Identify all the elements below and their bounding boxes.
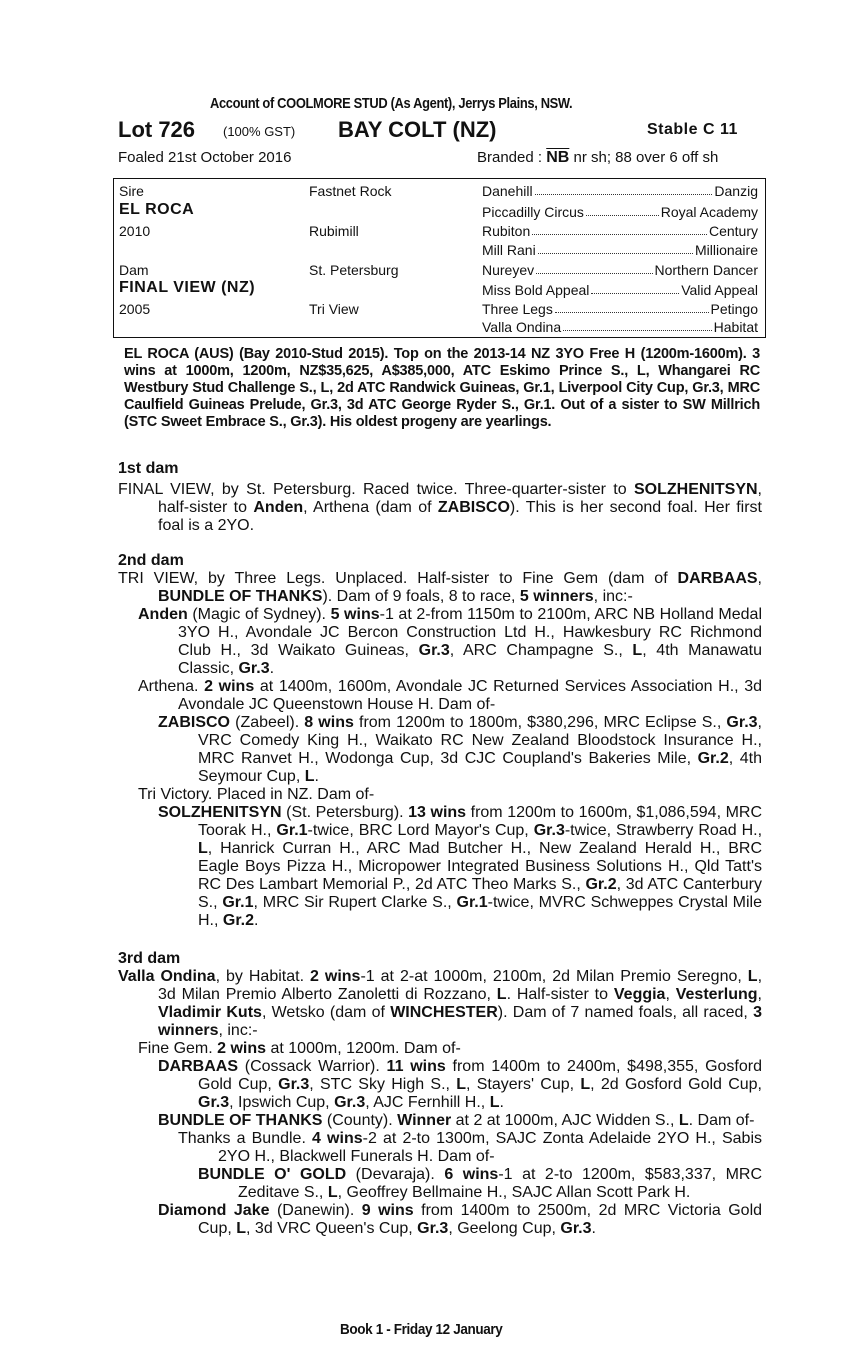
lot-number: Lot 726 [118,117,196,142]
text: at 2 at 1000m, AJC Widden S., [451,1112,679,1129]
dam-year: 2005 [119,301,151,317]
text: , VRC Comedy King H., Waikato RC New Zealand Bloodstock Insurance H., MRC Ranvet H., Wodonga Cup, 3d CJC Coupland's Bakeries Mile, [198,714,762,767]
grade: Gr.2 [222,912,255,929]
bundle-of-thanks-entry [118,1112,762,1130]
listed: L [304,768,315,785]
text: . [314,768,319,785]
listed: L [236,1220,247,1237]
pedigree-gen3-row [482,183,758,199]
text: -1 at 2-to 1200m, $583,337, MRC Zeditave S., [238,1166,763,1201]
text: -twice, BRC Lord Mayor's Cup, [307,822,534,839]
horse-name: Vesterlung [675,986,758,1003]
grade: Gr.1 [222,894,254,911]
grade: Gr.1 [456,894,488,911]
text: -twice, Strawberry Road H., [564,822,763,839]
sire-name: EL ROCA [119,201,195,218]
pedigree-gen3-right: Century [708,223,758,239]
horse-name: Veggia [613,986,666,1003]
pedigree-gen3-left: Danehill [482,183,533,199]
horse-name: SOLZHENITSYN [158,804,282,821]
wins: 4 wins [312,1130,363,1147]
pedigree-gen3-row [482,242,758,258]
pedigree-table [113,178,766,338]
text: , [757,570,762,587]
pedigree-gen3-right: Royal Academy [660,204,758,220]
grade: Gr.3 [238,660,270,677]
account-line: Account of COOLMORE STUD (As Agent), Jerrys Plains, NSW. [210,95,573,112]
text: from 1400m to 2500m, 2d MRC Victoria Gold Cup, [198,1202,763,1237]
text: . [591,1220,596,1237]
text: , Ipswich Cup, [229,1094,335,1111]
tri-victory-entry: Tri Victory. Placed in NZ. Dam of- [138,786,375,803]
text: Thanks a Bundle. [178,1130,313,1147]
text: , 4th Manawatu Classic, [178,642,762,677]
arthena-entry [118,678,762,714]
pedigree-gen3-left: Piccadilly Circus [482,204,584,220]
thanks-a-bundle-entry [118,1130,762,1166]
pedigree-gen3-row [482,301,758,317]
text: . Half-sister to [506,986,614,1003]
horse-name: ZABISCO [437,499,510,516]
horse-name: BUNDLE OF THANKS [158,1112,323,1129]
anden-entry [118,606,762,678]
granddam-sire: Rubimill [309,223,359,239]
wins: 2 wins [204,678,255,695]
text: , MRC Sir Rupert Clarke S., [253,894,457,911]
wins: 8 wins [304,714,354,731]
text: (Danewin). [269,1202,362,1219]
text: , Wetsko (dam of [261,1004,391,1021]
wins: 5 wins [330,606,380,623]
sire-year: 2010 [119,223,151,239]
listed: L [678,1112,689,1129]
text: from 1200m to 1800m, $380,296, MRC Eclipse S., [353,714,727,731]
winners-count: 5 winners [519,588,594,605]
text: , 3d ATC Canterbury S., [198,876,762,911]
horse-name: BUNDLE OF THANKS [158,588,323,605]
text: , 2d Gosford Gold Cup, [590,1076,762,1093]
horse-name: ZABISCO [158,714,230,731]
text: , 3d VRC Queen's Cup, [246,1220,418,1237]
grade: Gr.3 [533,822,565,839]
third-dam-section [118,968,762,1238]
horse-name: Valla Ondina [118,968,216,985]
zabisco-entry [118,714,762,786]
text: (Cossack Warrior). [238,1058,387,1075]
text: from 1400m to 2400m, $498,355, Gosford Gold Cup, [198,1058,762,1093]
second-dam-heading: 2nd dam [118,552,184,569]
text: , [665,986,676,1003]
text: from 1200m to 1600m, $1,086,594, MRC Toorak H., [198,804,762,839]
text: ). Dam of 9 foals, 8 to race, [322,588,520,605]
pedigree-gen3-left: Rubiton [482,223,531,239]
branded-line [477,149,718,167]
horse-name: Anden [253,499,304,516]
dam-name: FINAL VIEW (NZ) [119,279,256,296]
grade: Gr.3 [334,1094,366,1111]
horse-name: Diamond Jake [158,1202,270,1219]
wins: 2 wins [217,1040,267,1057]
sire-label: Sire [119,183,144,199]
text: FINAL VIEW, by St. Petersburg. Raced twice. Three-quarter-sister to [118,481,634,498]
pedigree-gen3-right: Northern Dancer [654,262,758,278]
grandsire-dam: St. Petersburg [309,262,399,278]
text: Fine Gem. [138,1040,218,1057]
text: ). This is her second foal. Her first foal is a 2YO. [158,499,762,534]
grade: Gr.3 [417,1220,449,1237]
grade: Gr.3 [560,1220,592,1237]
listed: L [489,1094,500,1111]
lot-title: BAY COLT (NZ) [338,117,497,142]
text: . Dam of- [688,1112,755,1129]
text: , half-sister to [158,481,762,516]
text: ). Dam of 7 named foals, all raced, [497,1004,754,1021]
winners-count: 3 winners [158,1004,763,1039]
text: , STC Sky High S., [309,1076,457,1093]
text: , 4th Seymour Cup, [198,750,762,785]
grade: Gr.2 [585,876,617,893]
text: -1 at 2-from 1150m to 2100m, ARC NB Holland Medal 3YO H., Avondale JC Bercon Construction Ltd H., Hawkesbury RC Richmond Club H., 3d Waikato Guineas, [178,606,763,659]
grade: Gr.2 [697,750,729,767]
pedigree-gen3-left: Mill Rani [482,242,536,258]
third-dam-heading: 3rd dam [118,950,181,967]
wins: 11 wins [386,1058,446,1075]
text: , 3d Milan Premio Alberto Zanoletti di Rozzano, [158,968,763,1003]
grade: Gr.3 [278,1076,310,1093]
horse-name: WINCHESTER [390,1004,498,1021]
tri-view-paragraph [118,570,762,606]
branded-label: Branded : [477,149,543,166]
listed: L [496,986,507,1003]
granddam-dam: Tri View [309,301,359,317]
text: , Stayers' Cup, [466,1076,581,1093]
listed: L [747,968,758,985]
text: (County). [322,1112,398,1129]
text: -2 at 2-to 1300m, SAJC Zonta Adelaide 2YO H., Sabis 2YO H., Blackwell Funerals H. Dam of- [218,1130,763,1165]
first-dam-paragraph [118,481,762,535]
grandsire-sire: Fastnet Rock [309,183,392,199]
wins: 9 wins [361,1202,414,1219]
sire-note: EL ROCA (AUS) (Bay 2010-Stud 2015). Top on the 2013-14 NZ 3YO Free H (1200m-1600m). 3 wins at 1000m, 1200m, NZ$35,625, A$385,000, ATC Eskimo Prince S., L, Whangarei RC Westbury Stud Challenge S., L, 2d ATC Randwick Guineas, Gr.1, Liverpool City Cup, Gr.3, MRC Caulfield Guineas Prelude, Gr.3, 3d ATC George Ryder S., Gr.1. Out of a sister to SW Millrich (STC Sweet Embrace S., Gr.3). His oldest progeny are yearlings. [124,346,760,430]
text: -twice, MVRC Schweppes Crystal Mile H., [198,894,762,929]
listed: L [198,840,208,857]
text: . [499,1094,504,1111]
pedigree-gen3-row [482,319,758,335]
diamond-jake-entry [118,1202,762,1238]
pedigree-gen3-left: Three Legs [482,301,553,317]
text: (Zabeel). [230,714,305,731]
pedigree-gen3-row [482,223,758,239]
wins: Winner [397,1112,452,1129]
listed: L [327,1184,338,1201]
pedigree-gen3-row [482,204,758,220]
horse-name: Anden [138,606,188,623]
text: , inc:- [593,588,633,605]
horse-name: SOLZHENITSYN [633,481,758,498]
text: (Devaraja). [346,1166,445,1183]
pedigree-gen3-right: Petingo [710,301,758,317]
text: Arthena. [138,678,205,695]
wins: 2 wins [310,968,361,985]
text: . [254,912,259,929]
pedigree-gen3-left: Miss Bold Appeal [482,282,590,298]
pedigree-gen3-right: Valid Appeal [681,282,758,298]
horse-name: DARBAAS [677,570,758,587]
text: at 1400m, 1600m, Avondale JC Returned Services Association H., 3d Avondale JC Queenstown House H. Dam of- [178,678,763,713]
pedigree-gen3-row [482,282,758,298]
text: at 1000m, 1200m. Dam of- [266,1040,461,1057]
dam-label: Dam [119,262,149,278]
darbaas-entry [118,1058,762,1112]
text: , Geelong Cup, [448,1220,561,1237]
text: TRI VIEW, by Three Legs. Unplaced. Half-sister to Fine Gem (dam of [118,570,678,587]
listed: L [580,1076,591,1093]
pedigree-gen3-right: Millionaire [694,242,758,258]
text: , AJC Fernhill H., [365,1094,490,1111]
solzhenitsyn-entry [118,804,762,930]
valla-ondina-paragraph [118,968,762,1040]
wins: 6 wins [444,1166,499,1183]
text: , [757,986,762,1003]
page-footer: Book 1 - Friday 12 January [340,1321,503,1338]
text: (Magic of Sydney). [187,606,331,623]
grade: Gr.3 [726,714,758,731]
text: , by Habitat. [215,968,310,985]
pedigree-gen3-left: Nureyev [482,262,535,278]
pedigree-gen3-right: Danzig [714,183,758,199]
brand-mark: $\overline{NB}$ [546,149,570,166]
text: , Hanrick Curran H., ARC Mad Butcher H., New Zealand Herald H., BRC Eagle Boys Pizza H., Micropower Integrated Business Solutions H., Qld Tatt's RC Des Lambart Memorial P., 2d ATC Theo Marks S., [198,840,762,893]
pedigree-gen3-right: Habitat [713,319,758,335]
grade: Gr.1 [276,822,308,839]
bundle-o-gold-entry [118,1166,762,1202]
horse-name: Vladimir Kuts [158,1004,262,1021]
gst-note: (100% GST) [223,124,296,139]
grade: Gr.3 [198,1094,230,1111]
pedigree-gen3-row [482,262,758,278]
first-dam-heading: 1st dam [118,460,179,477]
horse-name: BUNDLE O' GOLD [198,1166,347,1183]
listed: L [456,1076,467,1093]
fine-gem-entry [118,1040,762,1058]
text: , ARC Champagne S., [449,642,633,659]
stable-label: Stable C 11 [647,121,738,138]
pedigree-gen3-left: Valla Ondina [482,319,562,335]
second-dam-section [118,570,762,930]
horse-name: DARBAAS [158,1058,238,1075]
text: , Geoffrey Bellmaine H., SAJC Allan Scott Park H. [337,1184,691,1201]
foaled-date: Foaled 21st October 2016 [118,149,292,166]
wins: 13 wins [408,804,467,821]
text: . [269,660,275,677]
branded-description: nr sh; 88 over 6 off sh [573,149,719,166]
text: (St. Petersburg). [281,804,409,821]
listed: L [632,642,643,659]
grade: Gr.3 [418,642,450,659]
text: , inc:- [218,1022,258,1039]
text: , Arthena (dam of [303,499,438,516]
text: -1 at 2-at 1000m, 2100m, 2d Milan Premio Seregno, [360,968,748,985]
